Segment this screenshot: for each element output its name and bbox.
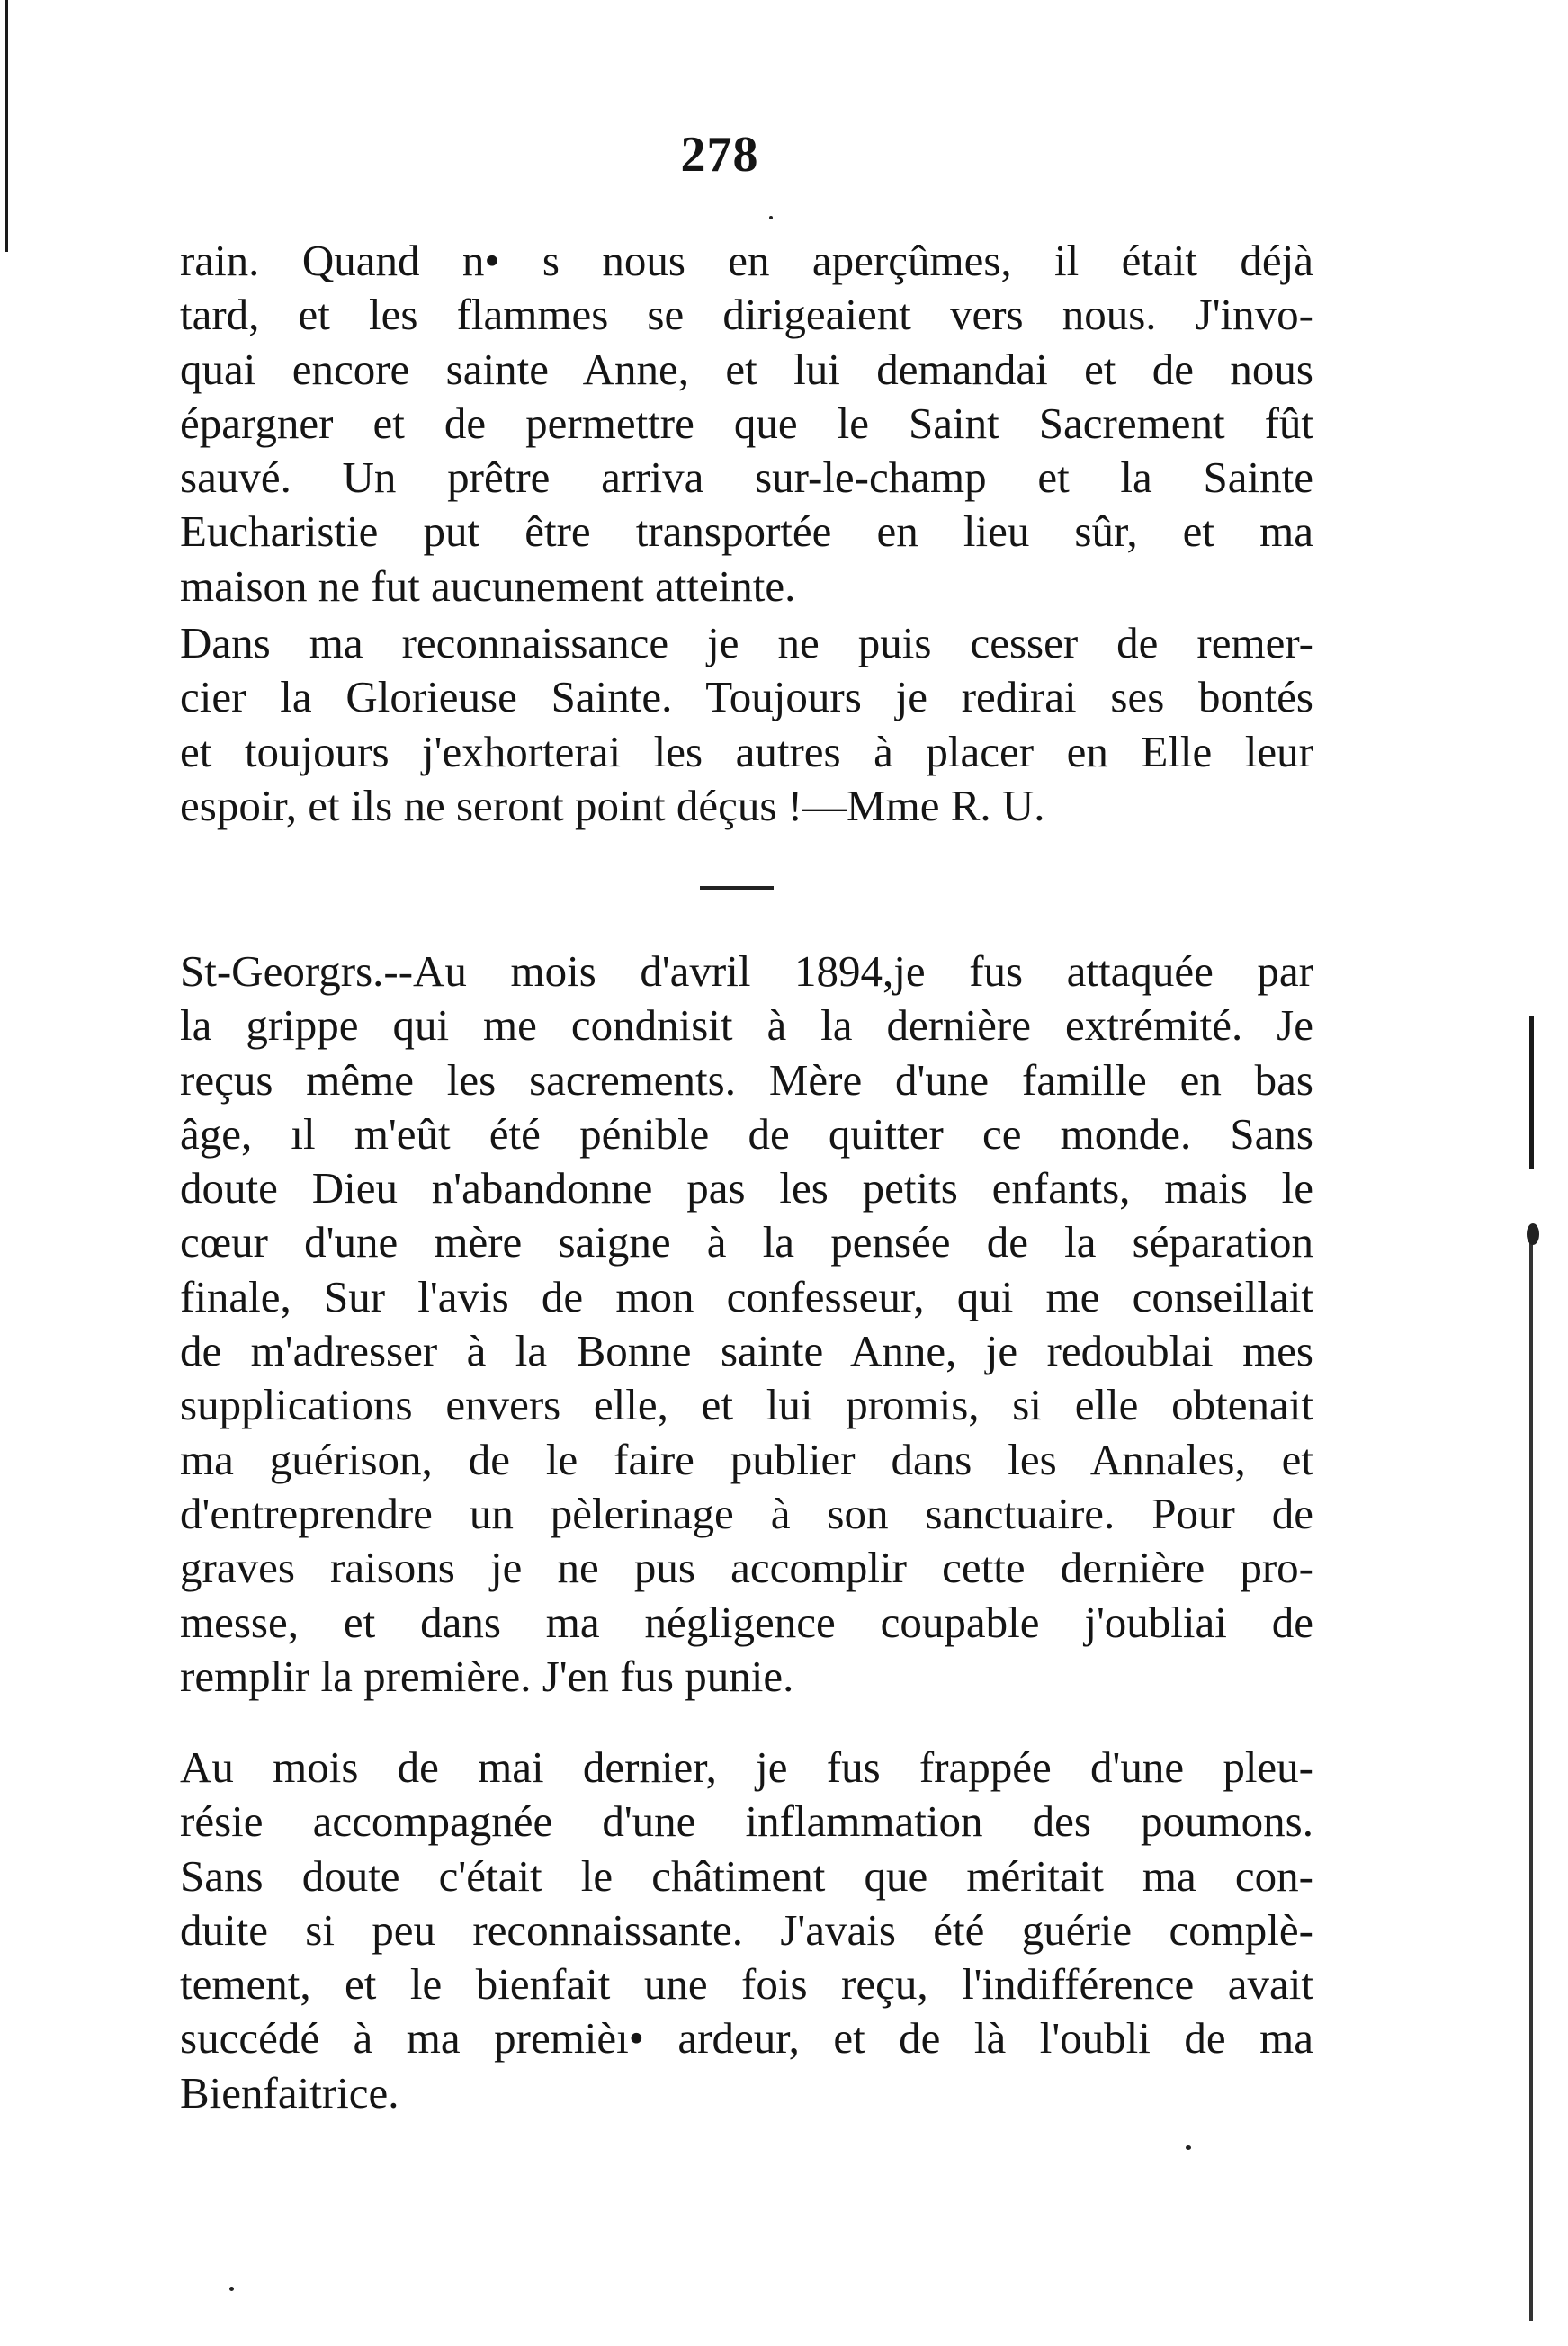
- text-line: épargner et de permettre que le Saint Sacrement fût: [180, 398, 1313, 448]
- text-line: cier la Glorieuse Sainte. Toujours je redirai ses bontés: [180, 672, 1313, 722]
- text-line: doute Dieu n'abandonne pas les petits enfants, mais le: [180, 1163, 1313, 1213]
- text-line: de m'adresser à la Bonne sainte Anne, je redoublai mes: [180, 1326, 1313, 1376]
- paragraph-4: [180, 1741, 1313, 2120]
- text-line: d'entreprendre un pèlerinage à son sanctuaire. Pour de: [180, 1488, 1313, 1538]
- text-line: remplir la première. J'en fus punie.: [180, 1651, 794, 1701]
- text-line: quai encore sainte Anne, et lui demandai et de nous: [180, 344, 1313, 394]
- text-line: Au mois de mai dernier, je fus frappée d'une pleu-: [180, 1742, 1313, 1792]
- scan-speck: [1527, 1223, 1539, 1245]
- text-line: cœur d'une mère saigne à la pensée de la séparation: [180, 1217, 1313, 1267]
- paragraph-2: [180, 616, 1313, 833]
- text-line: Dans ma reconnaissance je ne puis cesser de remer-: [180, 618, 1313, 667]
- text-line: rain. Quand n• s nous en aperçûmes, il était déjà: [180, 236, 1313, 285]
- text-line: sauvé. Un prêtre arriva sur-le-champ et la Sainte: [180, 452, 1313, 503]
- scan-edge-right: [1529, 1016, 1534, 1169]
- text-line: et toujours j'exhorterai les autres à placer en Elle leur: [180, 726, 1313, 776]
- text-line: âge, ıl m'eût été pénible de quitter ce monde. Sans: [180, 1108, 1313, 1159]
- scan-edge-right-lower: [1529, 1241, 1533, 2321]
- text-line: la grippe qui me condnisit à la dernière extrémité. Je: [180, 1000, 1313, 1051]
- text-line: finale, Sur l'avis de mon confesseur, qui me conseillait: [180, 1271, 1313, 1321]
- text-line: graves raisons je ne pus accomplir cette dernière pro-: [180, 1543, 1313, 1593]
- paragraph-1: [180, 234, 1313, 613]
- text-line: duite si peu reconnaissante. J'avais été guérie complè-: [180, 1904, 1313, 1955]
- text-line: tement, et le bienfait une fois reçu, l'indifférence avait: [180, 1959, 1313, 2010]
- text-line: St-Georgrs.--Au mois d'avril 1894,je fus attaquée par: [180, 946, 1313, 996]
- text-line: espoir, et ils ne seront point déçus !—Mme R. U.: [180, 780, 1045, 830]
- scan-speck: [769, 216, 773, 219]
- text-line: ma guérison, de le faire publier dans les Annales, et: [180, 1434, 1313, 1484]
- text-line: messe, et dans ma négligence coupable j'oubliai de: [180, 1597, 1313, 1647]
- text-line: résie accompagnée d'une inflammation des poumons.: [180, 1796, 1313, 1847]
- page-number: 278: [680, 127, 759, 183]
- scan-edge-left: [5, 0, 8, 252]
- text-line: Sans doute c'était le châtiment que méritait ma con-: [180, 1850, 1313, 1901]
- scan-speck: [229, 2287, 234, 2291]
- text-line: supplications envers elle, et lui promis, si elle obtenait: [180, 1380, 1313, 1430]
- section-separator: [700, 886, 774, 890]
- text-line: maison ne fut aucunement atteinte.: [180, 560, 796, 611]
- text-line: reçus même les sacrements. Mère d'une famille en bas: [180, 1054, 1313, 1105]
- scan-speck: [1186, 2145, 1191, 2150]
- text-line: Eucharistie put être transportée en lieu sûr, et ma: [180, 506, 1313, 557]
- text-line: tard, et les flammes se dirigeaient vers nous. J'invo-: [180, 290, 1313, 340]
- text-line: succédé à ma premièı• ardeur, et de là l'oubli de ma: [180, 2013, 1313, 2064]
- text-line: Bienfaitrice.: [180, 2067, 399, 2118]
- paragraph-3: [180, 945, 1313, 1704]
